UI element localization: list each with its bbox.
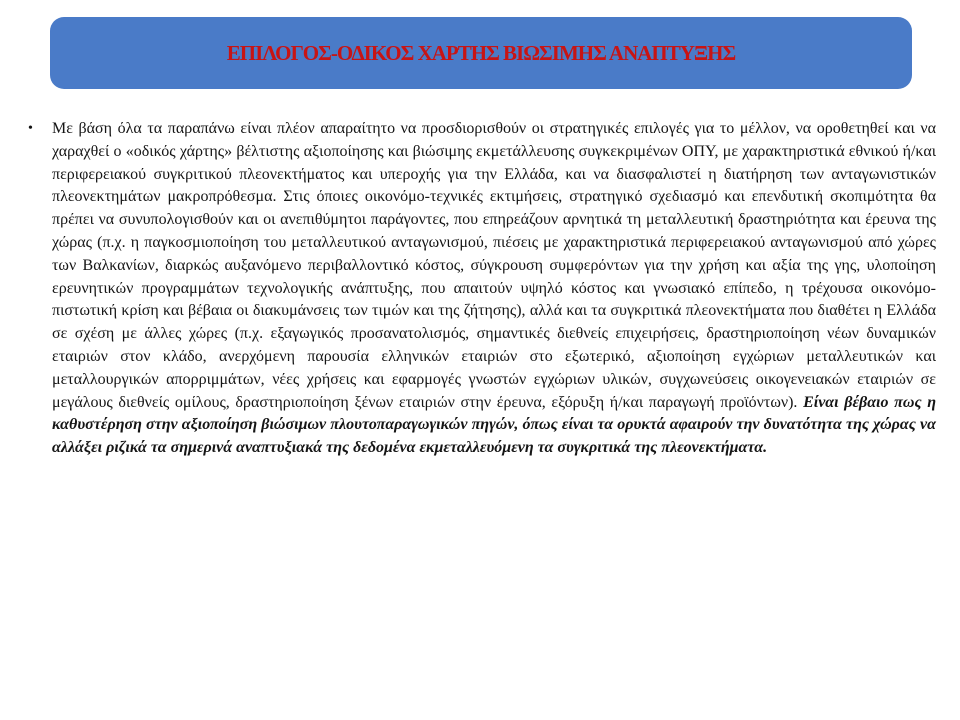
title-banner: [50, 17, 912, 89]
bullet-icon: •: [28, 121, 33, 136]
body-paragraph: [52, 118, 936, 460]
slide-title: ΕΠΙΛΟΓΟΣ-ΟΔΙΚΟΣ ΧΑΡΤΗΣ ΒΙΩΣΙΜΗΣ ΑΝΑΠΤΥΞΗΣ: [226, 40, 736, 65]
paragraph-regular-text: Με βάση όλα τα παραπάνω είναι πλέον απαραίτητο να προσδιορισθούν οι στρατηγικές επιλογές για το μέλλον, να οροθετηθεί και να χαραχθεί ο «οδικός χάρτης» βέλτιστης αξιοποίησης και βιώσιμης εκμετάλλευσης συγκεκριμένων ΟΠΥ, με χαρακτηριστικά εθνικού ή/και περιφερειακού συγκριτικού πλεονεκτήματος και υπεροχής για την Ελλάδα, και να διασφαλιστεί η διατήρηση των ανταγωνιστικών πλεονεκτημάτων μακροπρόθεσμα. Στις όποιες οικονόμο-τεχνικές εκτιμήσεις, στρατηγικό σχεδιασμό και επενδυτική σκοπιμότητα θα πρέπει να συνυπολογισθούν και οι ανεπιθύμητοι παράγοντες, που επηρεάζουν αρνητικά τη μεταλλευτική δραστηριότητα και έρευνα της χώρας (π.χ. η παγκοσμιοποίηση του μεταλλευτικού ανταγωνισμού, πιέσεις με χαρακτηριστικά περιφερειακού ανταγωνισμού από χώρες των Βαλκανίων, διαρκώς αυξανόμενο περιβαλλοντικό κόστος, σύγκρουση συμφερόντων για την χρήση και αξία της γης, υλοποίηση ερευνητικών προγραμμάτων τεχνολογικής ανάπτυξης, που απαιτούν υψηλό κόστος και γνωσιακό επίπεδο, η τρέχουσα οικονόμο-πιστωτική κρίση και βέβαια οι διακυμάνσεις των τιμών και της ζήτησης), αλλά και τα συγκριτικά πλεονεκτήματα που διαθέτει η Ελλάδα σε σχέση με άλλες χώρες (π.χ. εξαγωγικός προσανατολισμός, σημαντικές διεθνείς επιχειρήσεις, δραστηριοποίηση νέων δυναμικών εταιριών στον κλάδο, ανερχόμενη παρουσία ελληνικών εταιριών στο εξωτερικό, αξιοποίηση εγχώριων μεταλλευτικών και μεταλλουργικών απορριμμάτων, νέες χρήσεις και εφαρμογές γνωστών εγχώριων υλικών, συγχωνεύσεις οικογενειακών εταιριών σε μεγάλους διεθνείς ομίλους, δραστηριοποίηση ξένων εταιριών στην έρευνα, εξόρυξη ή/και παραγωγή προϊόντων).: [52, 120, 936, 411]
paragraph-emphasis-text: Είναι βέβαιο πως η καθυστέρηση στην αξιοποίηση βιώσιμων πλουτοπαραγωγικών πηγών, όπως είναι τα ορυκτά αφαιρούν την δυνατότητα της χώρας να αλλάξει ριζικά τα σημερινά αναπτυξιακά της δεδομένα εκμεταλλευόμενη τα συγκριτικά της πλεονεκτήματα.: [52, 393, 937, 457]
bullet-item: [28, 118, 936, 460]
slide-content: [28, 118, 936, 460]
